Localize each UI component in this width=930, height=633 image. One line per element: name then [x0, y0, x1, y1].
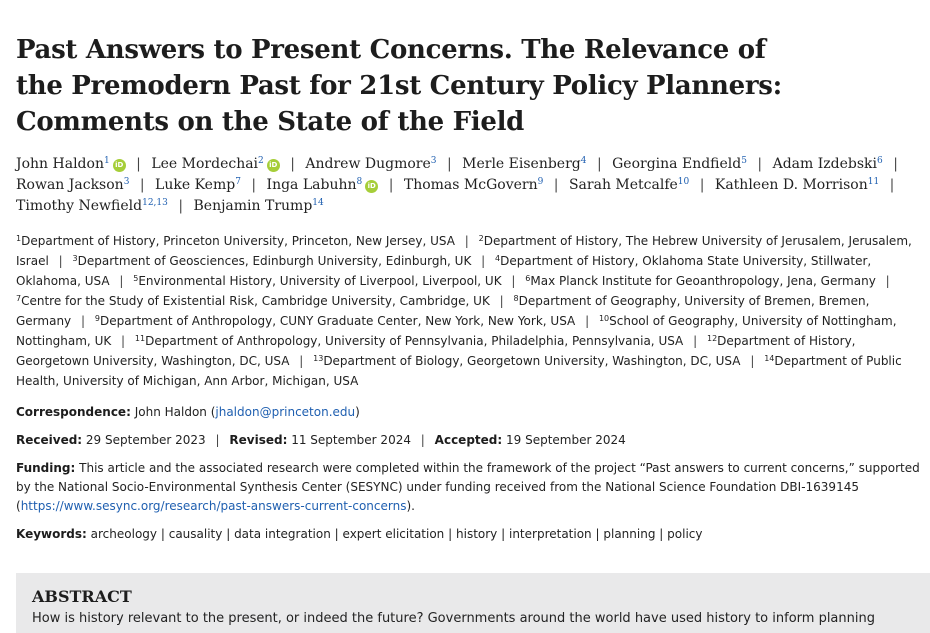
article-title — [16, 32, 926, 140]
affiliation-text: School of Geography, University of Nottingham, Nottingham, UK — [16, 314, 897, 348]
keyword[interactable]: expert elicitation — [342, 527, 445, 541]
affiliations — [16, 231, 926, 391]
author — [715, 177, 879, 193]
separator: | — [596, 156, 602, 172]
separator: | — [446, 156, 452, 172]
separator: | — [481, 254, 486, 268]
affiliation-sup: 12 — [706, 334, 718, 343]
affiliation-sup: 4 — [495, 254, 501, 263]
author-affiliation-sup: 10 — [677, 177, 690, 187]
affiliation-text: Department of Public Health, University of Michigan, Ann Arbor, Michigan, USA — [16, 354, 902, 388]
abstract-section — [16, 573, 930, 633]
separator: | — [58, 254, 63, 268]
affiliation-text: Department of Anthropology, CUNY Graduate Center, New York, New York, USA — [99, 314, 576, 328]
separator: | — [80, 314, 86, 328]
received-label: Received: — [16, 433, 83, 447]
affiliation-sup: 5 — [133, 274, 139, 283]
separator: | — [885, 274, 890, 288]
author — [155, 177, 241, 193]
author — [267, 177, 379, 193]
separator: | — [139, 177, 145, 193]
author-name[interactable]: Sarah Metcalfe — [568, 177, 678, 193]
separator: | — [448, 527, 453, 541]
separator: | — [511, 274, 516, 288]
keywords — [16, 525, 926, 544]
author-affiliation-sup: 6 — [877, 156, 883, 166]
funding-url-link[interactable]: https://www.sesync.org/research/past-answers-current-concerns — [20, 499, 407, 513]
affiliation-text: Department of History, Georgetown University, Washington, DC, USA — [16, 334, 856, 368]
affiliation-sup: 10 — [598, 314, 610, 323]
accepted-date: 19 September 2024 — [506, 433, 626, 447]
affiliation-sup: 13 — [313, 354, 324, 363]
title-line-1: Past Answers to Present Concerns. The Relevance of — [16, 35, 766, 65]
author-name[interactable]: Luke Kemp — [155, 177, 236, 193]
author-affiliation-sup: 12,13 — [142, 198, 168, 208]
separator: | — [121, 334, 126, 348]
author-name[interactable]: Benjamin Trump — [193, 198, 313, 214]
separator: | — [693, 334, 698, 348]
abstract-heading: ABSTRACT — [32, 587, 132, 606]
separator: | — [160, 527, 165, 541]
affiliation-sup: 2 — [478, 234, 484, 243]
keyword[interactable]: planning — [603, 527, 656, 541]
author — [404, 177, 543, 193]
affiliation-sup: 8 — [513, 294, 519, 303]
affiliation-text: Max Planck Institute for Geoanthropology, Jena, Germany — [530, 274, 876, 288]
keyword[interactable]: archeology — [90, 527, 158, 541]
affiliation-text: Department of Anthropology, University of Pennsylvania, Philadelphia, Pennsylvania, USA — [145, 334, 684, 348]
separator: | — [334, 527, 339, 541]
separator: | — [501, 527, 506, 541]
author-affiliation-sup: 5 — [741, 156, 747, 166]
affiliation-sup: 9 — [94, 314, 100, 323]
funding-tail: ). — [406, 499, 415, 513]
author-name[interactable]: Merle Eisenberg — [462, 156, 581, 172]
keyword[interactable]: interpretation — [508, 527, 592, 541]
orcid-icon[interactable]: iD — [365, 180, 378, 193]
author-name[interactable]: Rowan Jackson — [16, 177, 124, 193]
author-affiliation-sup: 14 — [312, 198, 324, 208]
affiliation-sup: 3 — [72, 254, 78, 263]
author-affiliation-sup: 8 — [356, 177, 363, 187]
separator: | — [251, 177, 257, 193]
separator: | — [585, 314, 590, 328]
keywords-label: Keywords: — [16, 527, 87, 541]
separator: | — [388, 177, 394, 193]
author — [16, 156, 126, 172]
author — [462, 156, 586, 172]
author — [305, 156, 436, 172]
funding-text: This article and the associated research were completed within the framework of the project “Past answers to current concerns,” supported by the National Socio-Environmental Synthesis Center (SESYNC) under funding received from the National Science Foundation DBI-1639145 ( — [16, 461, 920, 513]
author — [151, 156, 279, 172]
affiliation-sup: 1 — [16, 234, 22, 243]
title-line-3: Comments on the State of the Field — [16, 107, 525, 137]
article-dates — [16, 431, 926, 450]
affiliation-text: Department of Geography, University of Bremen, Bremen, Germany — [16, 294, 870, 328]
article-header — [16, 0, 926, 544]
affiliation-text: Environmental History, University of Liverpool, Liverpool, UK — [138, 274, 502, 288]
author-name[interactable]: Lee Mordechai — [151, 156, 259, 172]
affiliation-sup: 14 — [764, 354, 775, 363]
affiliation-text: Department of Geosciences, Edinburgh University, Edinburgh, UK — [77, 254, 472, 268]
separator: | — [757, 156, 763, 172]
author — [16, 198, 168, 214]
author-affiliation-sup: 4 — [580, 156, 587, 166]
orcid-icon[interactable]: iD — [267, 159, 280, 172]
keyword[interactable]: policy — [667, 527, 703, 541]
received-date: 29 September 2023 — [85, 433, 206, 447]
author-affiliation-sup: 2 — [258, 156, 264, 166]
revised-date: 11 September 2024 — [291, 433, 411, 447]
affiliation-sup: 11 — [134, 334, 146, 343]
separator: | — [136, 156, 141, 172]
keyword[interactable]: data integration — [234, 527, 331, 541]
author-name[interactable]: Kathleen D. Morrison — [714, 177, 868, 193]
separator: | — [299, 354, 304, 368]
affiliation-sup: 6 — [525, 274, 531, 283]
separator: | — [553, 177, 559, 193]
affiliation-text: Department of Biology, Georgetown University, Washington, DC, USA — [323, 354, 741, 368]
separator: | — [119, 274, 124, 288]
author-name[interactable]: Thomas McGovern — [403, 177, 538, 193]
keyword[interactable]: causality — [168, 527, 223, 541]
author — [773, 156, 883, 172]
author-affiliation-sup: 9 — [537, 177, 544, 187]
correspondence-name: John Haldon — [134, 405, 207, 419]
affiliation-text: Centre for the Study of Existential Risk, Cambridge University, Cambridge, UK — [21, 294, 490, 308]
author-name[interactable]: Inga Labuhn — [266, 177, 357, 193]
abstract-first-line: How is history relevant to the present, or indeed the future? Governments around the world have used history to inform planning — [32, 611, 875, 626]
keyword[interactable]: history — [456, 527, 498, 541]
author-name[interactable]: John Haldon — [16, 156, 104, 172]
separator: | — [178, 198, 184, 214]
accepted-label: Accepted: — [434, 433, 503, 447]
funding — [16, 459, 926, 516]
separator: | — [750, 354, 755, 368]
separator: | — [464, 234, 469, 248]
author-name[interactable]: Adam Izdebski — [772, 156, 877, 172]
funding-label: Funding: — [16, 461, 76, 475]
author — [612, 156, 747, 172]
author-name[interactable]: Andrew Dugmore — [305, 156, 431, 172]
author-list — [16, 154, 926, 217]
author-affiliation-sup: 11 — [867, 177, 880, 187]
author — [16, 177, 129, 193]
author-name[interactable]: Georgina Endfield — [612, 156, 742, 172]
separator: | — [595, 527, 600, 541]
revised-label: Revised: — [229, 433, 288, 447]
separator: | — [215, 433, 220, 447]
title-line-2: the Premodern Past for 21st Century Policy Planners: — [16, 71, 782, 101]
orcid-icon[interactable]: iD — [113, 159, 126, 172]
author-name[interactable]: Timothy Newfield — [16, 198, 143, 214]
correspondence-label: Correspondence: — [16, 405, 131, 419]
separator: | — [420, 433, 425, 447]
separator: | — [226, 527, 231, 541]
correspondence-email-link[interactable]: jhaldon@princeton.edu — [215, 405, 356, 419]
author — [569, 177, 689, 193]
separator: | — [659, 527, 664, 541]
affiliation-text: Department of History, Princeton University, Princeton, New Jersey, USA — [21, 234, 455, 248]
affiliation-text: Department of History, The Hebrew University of Jerusalem, Jerusalem, Israel — [16, 234, 912, 268]
separator: | — [290, 156, 295, 172]
separator: | — [889, 177, 895, 193]
affiliation-sup: 7 — [16, 294, 22, 303]
author-affiliation-sup: 3 — [123, 177, 130, 187]
correspondence: Correspondence: John Haldon (jhaldon@princeton.edu) — [16, 405, 360, 419]
affiliation-text: Department of History, Oklahoma State University, Stillwater, Oklahoma, USA — [16, 254, 872, 288]
author-affiliation-sup: 7 — [235, 177, 241, 187]
separator: | — [499, 294, 504, 308]
separator: | — [699, 177, 705, 193]
author-affiliation-sup: 1 — [103, 156, 110, 166]
author — [194, 198, 324, 214]
author-affiliation-sup: 3 — [430, 156, 437, 166]
separator: | — [893, 156, 898, 172]
